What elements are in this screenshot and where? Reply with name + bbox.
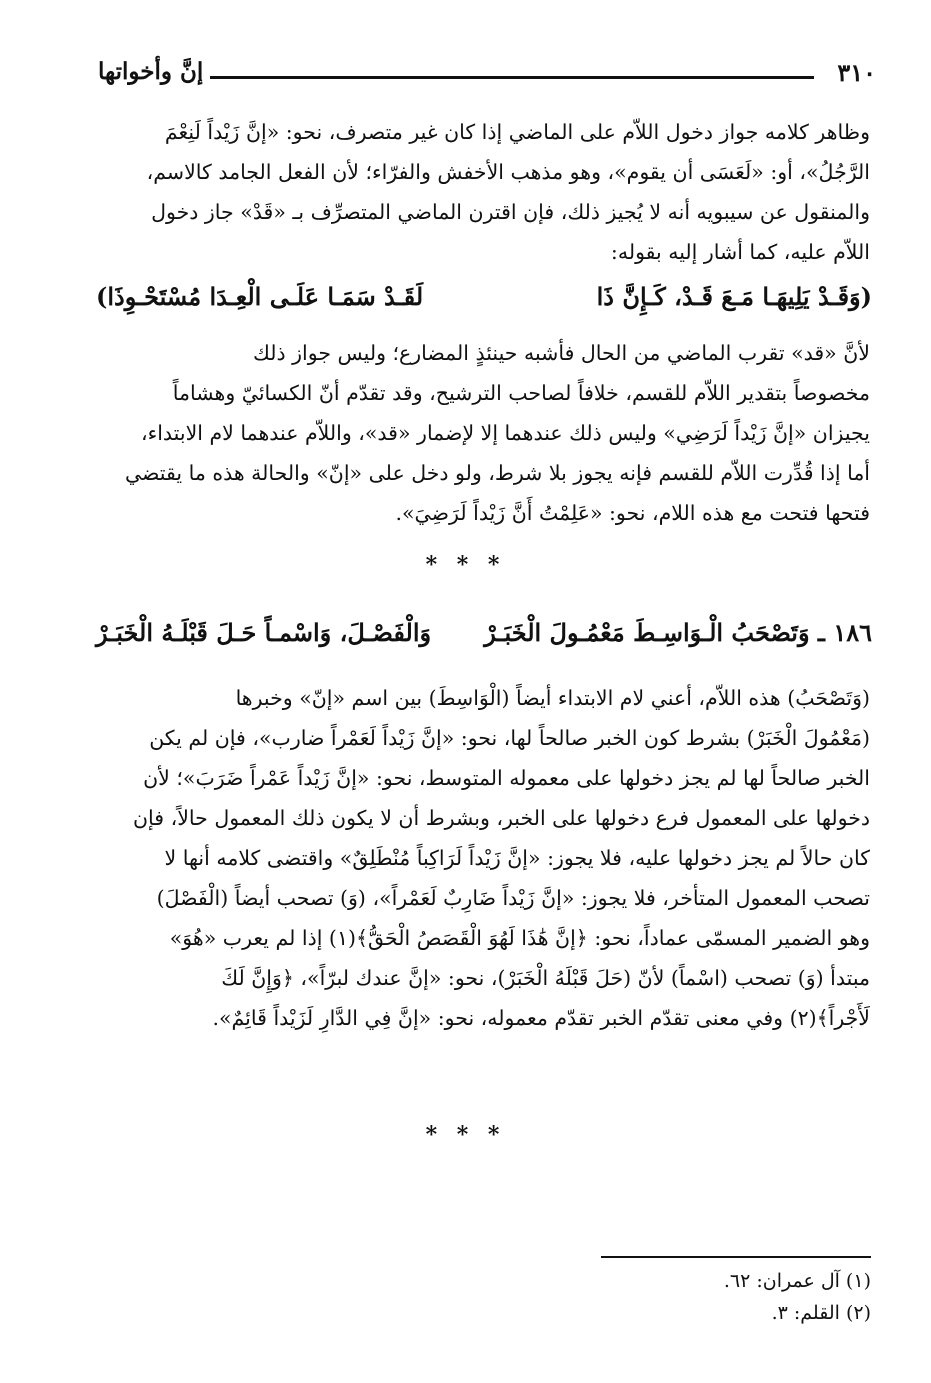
text-line: وظاهر كلامه جواز دخول اللاّم على الماضي إذا كان غير متصرف، نحو: «إنَّ زَيْداً لَنِعْمَ — [164, 120, 870, 144]
text-line: والمنقول عن سيبويه أنه لا يُجيز ذلك، فإن اقترن الماضي المتصرِّف بـ «قَدْ» جاز دخول — [151, 200, 870, 224]
text-line: مبتدأ (وَ) تصحب (اسْماً) لأنّ (حَلَ قَبْلَهُ الْخَبَرْ)، نحو: «إنَّ عندك لبرّاً»، ﴿وَإِنَّ لَكَ — [221, 966, 870, 990]
header-rule — [210, 76, 814, 79]
text-line: تصحب المعمول المتأخر، فلا يجوز: «إنَّ زَيْداً ضَارِبٌ لَعَمْراً»، (وَ) تصحب أيضاً (الْفَصْلَ) — [156, 886, 870, 910]
text-line: الخبر صالحاً لها لم يجز دخولها على معموله المتوسط، نحو: «إنَّ زَيْداً عَمْراً ضَرَبَ»؛ لأن — [143, 766, 870, 790]
footnote-rule — [601, 1256, 871, 1258]
page-number: ٣١٠ — [837, 58, 876, 87]
verse-first-hemistich: (وَقَـدْ يَلِيهَـا مَـعَ قَـدْ، كَـإِنَّ ذَا — [596, 282, 872, 311]
text-line: لَأَجْراً﴾(٢) وفي معنى تقدّم الخبر تقدّم معموله، نحو: «إنَّ فِي الدَّارِ لَزَيْداً قَائِمٌ». — [212, 1006, 870, 1030]
section-separator: * * * — [425, 1122, 506, 1148]
text-line: مخصوصاً بتقدير اللاّم للقسم، خلافاً لصاحب الترشيح، وقد تقدّم أنّ الكسائيّ وهشاماً — [172, 381, 870, 405]
text-line: اللاّم عليه، كما أشار إليه بقوله: — [610, 240, 870, 264]
text-line: دخولها على المعمول فرع دخولها على الخبر، وبشرط أن لا يكون ذلك المعمول حالاً، فإن — [132, 806, 870, 830]
section-separator: * * * — [425, 552, 506, 578]
paragraph-1 — [96, 112, 870, 272]
verse-line-186 — [96, 618, 872, 658]
text-line: أما إذا قُدِّرت اللاّم للقسم فإنه يجوز بلا شرط، ولو دخل على «إنّ» والحالة هذه ما يقتضي — [124, 461, 870, 485]
text-line: لأنَّ «قد» تقرب الماضي من الحال فأشبه حينئذٍ المضارع؛ وليس جواز ذلك — [252, 341, 870, 365]
footnote-1: (١) آل عمران: ٦٢. — [723, 1270, 871, 1292]
verse-second-hemistich: وَالْفَصْـلَ، وَاسْمـاً حَـلَ قَبْلَـهُ الْخَبَـرْ — [96, 618, 432, 647]
text-line: كان حالاً لم يجز دخولها عليه، فلا يجوز: «إنَّ زَيْداً لَرَاكِباً مُنْطَلِقٌ» واقتضى كلامه أنها لا — [164, 846, 870, 870]
verse-second-hemistich: لَقَـدْ سَمَـا عَلَـى الْعِـدَا مُسْتَحْـوِذَا) — [96, 282, 424, 311]
paragraph-2 — [96, 333, 870, 533]
text-line: (مَعْمُولَ الْخَبَرْ) بشرط كون الخبر صالحاً لها، نحو: «إنَّ زَيْداً لَعَمْراً ضارب»، فإن لم يكن — [149, 726, 870, 750]
paragraph-3 — [96, 678, 870, 1038]
text-line: فتحها فتحت مع هذه اللام، نحو: «عَلِمْتُ أَنَّ زَيْداً لَرَضِيَ». — [395, 501, 870, 525]
verse-line-1 — [96, 282, 872, 322]
verse-first-hemistich: ١٨٦ ـ وَتَصْحَبُ الْـوَاسِـطَ مَعْمُـولَ الْخَبَـرْ — [484, 618, 872, 647]
page-header — [98, 58, 876, 98]
text-line: وهو الضمير المسمّى عماداً، نحو: ﴿إنَّ هَٰذَا لَهُوَ الْقَصَصُ الْحَقُّ﴾(١) إذا لم يعرب «هُوَ» — [169, 926, 870, 950]
running-title: إنَّ وأخواتها — [98, 58, 204, 85]
text-line: (وَتَصْحَبُ) هذه اللاّم، أعني لام الابتداء أيضاً (الْوَاسِطَ) بين اسم «إنّ» وخبرها — [235, 686, 870, 710]
footnote-2: (٢) القلم: ٣. — [771, 1302, 871, 1324]
text-line: يجيزان «إنَّ زَيْداً لَرَضِي» وليس ذلك عندهما إلا لإضمار «قد»، واللاّم عندهما لام الابتداء، — [140, 421, 870, 445]
text-line: الرَّجُلُ»، أو: «لَعَسَى أن يقوم»، وهو مذهب الأخفش والفرّاء؛ لأن الفعل الجامد كالاسم، — [146, 160, 870, 184]
